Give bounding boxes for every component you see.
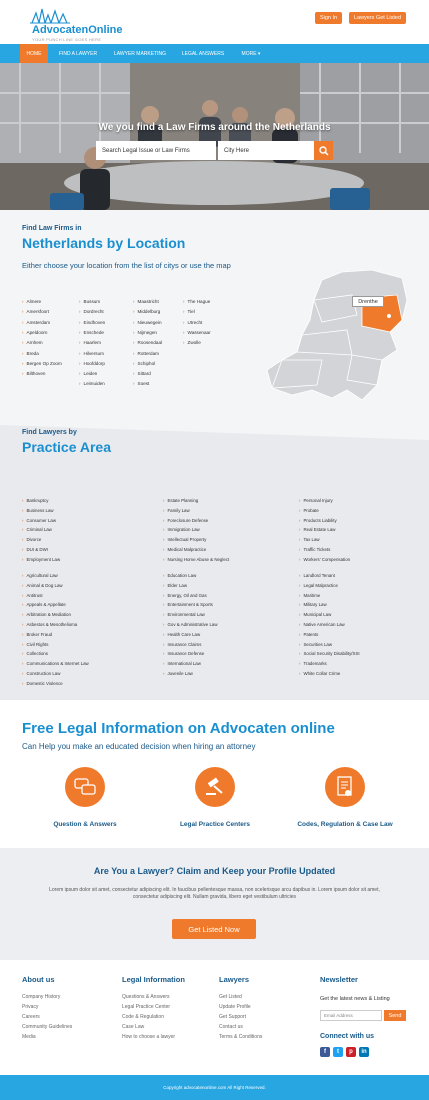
practice-centers-label[interactable]: Legal Practice Centers — [179, 821, 251, 828]
city-link[interactable]: › Hoofddorp — [79, 360, 105, 368]
practice-area-link[interactable]: › Intellectual Property — [163, 536, 206, 544]
newsletter-text: Get the latest news & Listing — [320, 996, 390, 1002]
practice-area-link[interactable]: › Energy, Oil and Gas — [163, 592, 207, 600]
practice-area-link[interactable]: › Family Law — [163, 507, 190, 515]
practice-area-link[interactable]: › Probate — [299, 507, 319, 515]
claim-body: Lorem ipsum dolor sit amet, consectetur adipiscing elit. In faucibus pellentesque massa, non scelerisque arcu dapibus in. Lorem ipsum dolor sit amet, consectetur adipiscing elit. Nullam gravida, libero eget vestibulum ultricies — [49, 887, 380, 900]
practice-area-link[interactable]: › Maritime — [299, 592, 320, 600]
city-link[interactable]: › Enschede — [79, 329, 104, 337]
city-link[interactable]: › Haarlem — [79, 339, 101, 347]
practice-area-link[interactable]: › Municipal Law — [299, 611, 331, 619]
footer-link[interactable]: Privacy — [22, 1004, 39, 1010]
city-link[interactable]: › Amsterdam — [22, 319, 50, 327]
practice-area-link[interactable]: › Securities Law — [299, 641, 332, 649]
city-link[interactable]: › Schiphol — [133, 360, 155, 368]
footer-link[interactable]: Careers — [22, 1014, 40, 1020]
search-button[interactable] — [314, 141, 333, 160]
nav-legal-answers[interactable]: LEGAL ANSWERS — [181, 50, 225, 57]
city-input[interactable]: City Here — [218, 141, 314, 160]
practice-area-link[interactable]: › Social Security Disability/SSI — [299, 650, 360, 658]
search-icon — [319, 146, 329, 156]
city-link[interactable]: › Sittard — [133, 370, 151, 378]
footer-link[interactable]: Community Guidelines — [22, 1024, 73, 1030]
footer-legal-title: Legal Information — [122, 975, 185, 984]
city-link[interactable]: › Dordrecht — [79, 308, 104, 316]
twitter-icon[interactable]: t — [333, 1047, 343, 1057]
city-link[interactable]: › Nijmegen — [133, 329, 157, 337]
practice-area-link[interactable]: › Entertainment & Sports — [163, 601, 213, 609]
practice-small-title: Find Lawyers by — [22, 429, 77, 436]
netherlands-map[interactable] — [262, 260, 412, 410]
practice-area-link[interactable]: › Environmental Law — [163, 611, 205, 619]
practice-area-link[interactable]: › Real Estate Law — [299, 526, 335, 534]
practice-area-link[interactable]: › Personal Injury — [299, 497, 333, 505]
footer-about-title: About us — [22, 975, 55, 984]
practice-area-link[interactable]: › Military Law — [299, 601, 327, 609]
copyright-bar — [0, 1075, 429, 1100]
practice-area-link[interactable]: › Juvenile Law — [163, 670, 193, 678]
document-icon — [336, 776, 354, 798]
practice-area-link[interactable]: › Health Care Law — [163, 631, 200, 639]
location-section — [0, 210, 429, 430]
map-tooltip: Drenthe — [352, 296, 384, 307]
pinterest-icon[interactable]: p — [346, 1047, 356, 1057]
city-link[interactable]: › Soest — [133, 380, 149, 388]
practice-area-link[interactable]: › Immigration Law — [163, 526, 200, 534]
practice-area-link[interactable]: › Landlord Tenant — [299, 572, 335, 580]
footer-link[interactable]: Get Support — [219, 1014, 246, 1020]
newsletter-email-input[interactable]: Email Address — [320, 1010, 382, 1021]
city-link[interactable]: › Almere — [22, 298, 41, 306]
hero-banner — [0, 63, 429, 210]
qa-card[interactable] — [65, 767, 105, 807]
location-small-title: Find Law Firms in — [22, 225, 82, 232]
location-subtitle: Either choose your location from the list of citys or use the map — [22, 261, 231, 270]
practice-area-link[interactable]: › Consumer Law — [22, 517, 56, 525]
city-link[interactable]: › Roosendaal — [133, 339, 162, 347]
claim-title: Are You a Lawyer? Claim and Keep your Profile Updated — [93, 866, 336, 876]
practice-area-link[interactable]: › Workers' Compensation — [299, 556, 350, 564]
claim-section — [0, 848, 429, 960]
practice-area-link[interactable]: › Trademarks — [299, 660, 327, 668]
practice-area-link[interactable]: › Insurance Defense — [163, 650, 204, 658]
free-info-title: Free Legal Information on Advocaten online — [22, 720, 335, 737]
city-link[interactable]: › Maastricht — [133, 298, 159, 306]
practice-centers-card[interactable] — [195, 767, 235, 807]
qa-card-label[interactable]: Question & Answers — [53, 821, 117, 828]
city-link[interactable]: › Hilversum — [79, 350, 104, 358]
practice-area-link[interactable]: › Business Law — [22, 507, 54, 515]
practice-area-link[interactable]: › Asbestos & Mesothelioma — [22, 621, 77, 629]
practice-area-link[interactable]: › Construction Law — [22, 670, 60, 678]
practice-area-link[interactable]: › Domestic Violence — [22, 680, 63, 688]
city-link[interactable]: › Amersfoort — [22, 308, 49, 316]
get-listed-now-button[interactable]: Get Listed Now — [172, 919, 256, 939]
nav-find-lawyer[interactable]: FIND A LAWYER — [58, 50, 98, 57]
practice-area-link[interactable]: › Education Law — [163, 572, 196, 580]
site-logo[interactable] — [22, 7, 152, 42]
facebook-icon[interactable]: f — [320, 1047, 330, 1057]
footer-link[interactable]: Legal Practice Center — [122, 1004, 171, 1010]
footer-newsletter-title: Newsletter — [320, 975, 358, 984]
practice-area-link[interactable]: › Traffic Tickets — [299, 546, 330, 554]
get-listed-button[interactable]: Lawyers Get Listed — [349, 12, 406, 24]
practice-area-link[interactable]: › Broker Fraud — [22, 631, 52, 639]
city-link[interactable]: › Tiel — [183, 308, 195, 316]
nav-lawyer-marketing[interactable]: LAWYER MARKETING — [113, 50, 167, 57]
free-info-section — [0, 700, 429, 848]
city-link[interactable]: › Bussum — [79, 298, 100, 306]
practice-area-link[interactable]: › Estate Planning — [163, 497, 198, 505]
city-link[interactable]: › Utrecht — [183, 319, 202, 327]
practice-area-link[interactable]: › Medical Malpractice — [163, 546, 206, 554]
city-link[interactable]: › Apeldoorn — [22, 329, 47, 337]
city-link[interactable]: › Nieuwegein — [133, 319, 162, 327]
footer-link[interactable]: Case Law — [122, 1024, 145, 1030]
chat-bubbles-icon — [74, 778, 96, 796]
practice-area-link[interactable]: › Native American Law — [299, 621, 345, 629]
practice-area-link[interactable]: › Divorce — [22, 536, 41, 544]
city-link[interactable]: › Bergen Op Zoom — [22, 360, 62, 368]
practice-area-link[interactable]: › Appeals & Appellate — [22, 601, 66, 609]
footer-link[interactable]: Get Listed — [219, 994, 242, 1000]
practice-area-link[interactable]: › Elder Law — [163, 582, 187, 590]
practice-area-link[interactable]: › Communications & Internet Law — [22, 660, 89, 668]
city-link[interactable]: › Middelburg — [133, 308, 160, 316]
footer-link[interactable]: Update Profile — [219, 1004, 251, 1010]
copyright-text: Copyright advocatenonline.com All Right Reserved. — [163, 1085, 266, 1090]
footer-link[interactable]: Media — [22, 1034, 36, 1040]
city-link[interactable]: › Eindhoven — [79, 319, 105, 327]
footer-link[interactable]: Code & Regulation — [122, 1014, 164, 1020]
practice-area-link[interactable]: › Legal Malpractice — [299, 582, 338, 590]
codes-card[interactable] — [325, 767, 365, 807]
practice-area-link[interactable]: › Animal & Dog Law — [22, 582, 63, 590]
meeting-photo — [0, 63, 429, 210]
practice-area-link[interactable]: › Antitrust — [22, 592, 43, 600]
practice-area-link[interactable]: › Arbitration & Mediation — [22, 611, 71, 619]
gavel-icon — [204, 777, 226, 797]
hero-title: We you find a Law Firms around the Netherlands — [98, 122, 331, 133]
city-link[interactable]: › Bilthoven — [22, 370, 45, 378]
newsletter-send-button[interactable]: Send — [384, 1010, 406, 1021]
footer — [0, 960, 429, 1075]
practice-area-link[interactable]: › Agricultural Law — [22, 572, 58, 580]
practice-area-link[interactable]: › Patents — [299, 631, 318, 639]
footer-link[interactable]: Contact us — [219, 1024, 243, 1030]
practice-area-link[interactable]: › Criminal Law — [22, 526, 52, 534]
skyline-logo-icon — [30, 7, 70, 25]
codes-card-label[interactable]: Codes, Regulation & Case Law — [297, 821, 393, 828]
practice-area-link[interactable]: › Civil Rights — [22, 641, 48, 649]
practice-area-link[interactable]: › DUI & DWI — [22, 546, 48, 554]
main-nav — [0, 44, 429, 63]
practice-area-link[interactable]: › Employment Law — [22, 556, 60, 564]
footer-link[interactable]: How to choose a lawyer — [122, 1034, 176, 1040]
city-link[interactable]: › Rotterdam — [133, 350, 159, 358]
search-input[interactable]: Search Legal Issue or Law Firms — [96, 141, 216, 160]
footer-link[interactable]: Questions & Answers — [122, 994, 170, 1000]
linkedin-icon[interactable]: in — [359, 1047, 369, 1057]
footer-link[interactable]: Company History — [22, 994, 61, 1000]
city-link[interactable]: › Zwolle — [183, 339, 201, 347]
practice-area-link[interactable]: › Collections — [22, 650, 48, 658]
city-link[interactable]: › The Hague — [183, 298, 210, 306]
footer-link[interactable]: Terms & Conditions — [219, 1034, 263, 1040]
practice-area-link[interactable]: › Nursing Home Abuse & Neglect — [163, 556, 229, 564]
nav-home[interactable]: HOME — [20, 44, 48, 63]
practice-area-link[interactable]: › Products Liability — [299, 517, 337, 525]
city-link[interactable]: › Breda — [22, 350, 39, 358]
practice-section — [0, 425, 429, 700]
city-link[interactable]: › Wassenaar — [183, 329, 211, 337]
practice-area-link[interactable]: › Tax Law — [299, 536, 320, 544]
logo-tagline: YOUR PUNCH LINE GOES HERE — [32, 37, 102, 42]
city-link[interactable]: › Leimuiden — [79, 380, 105, 388]
sign-in-button[interactable]: Sign In — [315, 12, 342, 24]
top-header — [0, 0, 429, 44]
practice-area-link[interactable]: › International Law — [163, 660, 201, 668]
city-link[interactable]: › Leiden — [79, 370, 97, 378]
free-info-subtitle: Can Help you make an educated decision when hiring an attorney — [22, 742, 256, 751]
practice-big-title: Practice Area — [22, 439, 111, 455]
city-link[interactable]: › Arnhem — [22, 339, 43, 347]
practice-area-link[interactable]: › Insurance Claims — [163, 641, 201, 649]
footer-lawyers-title: Lawyers — [219, 975, 250, 984]
practice-area-link[interactable]: › White Collar Crime — [299, 670, 340, 678]
logo-text: AdvocatenOnline — [32, 24, 123, 36]
nav-more[interactable]: MORE ▾ — [241, 50, 261, 57]
location-big-title: Netherlands by Location — [22, 235, 186, 251]
practice-area-link[interactable]: › Gov & Administrative Law — [163, 621, 218, 629]
practice-area-link[interactable]: › Bankruptcy — [22, 497, 48, 505]
connect-title: Connect with us — [320, 1033, 375, 1040]
practice-area-link[interactable]: › Foreclosure Defense — [163, 517, 208, 525]
